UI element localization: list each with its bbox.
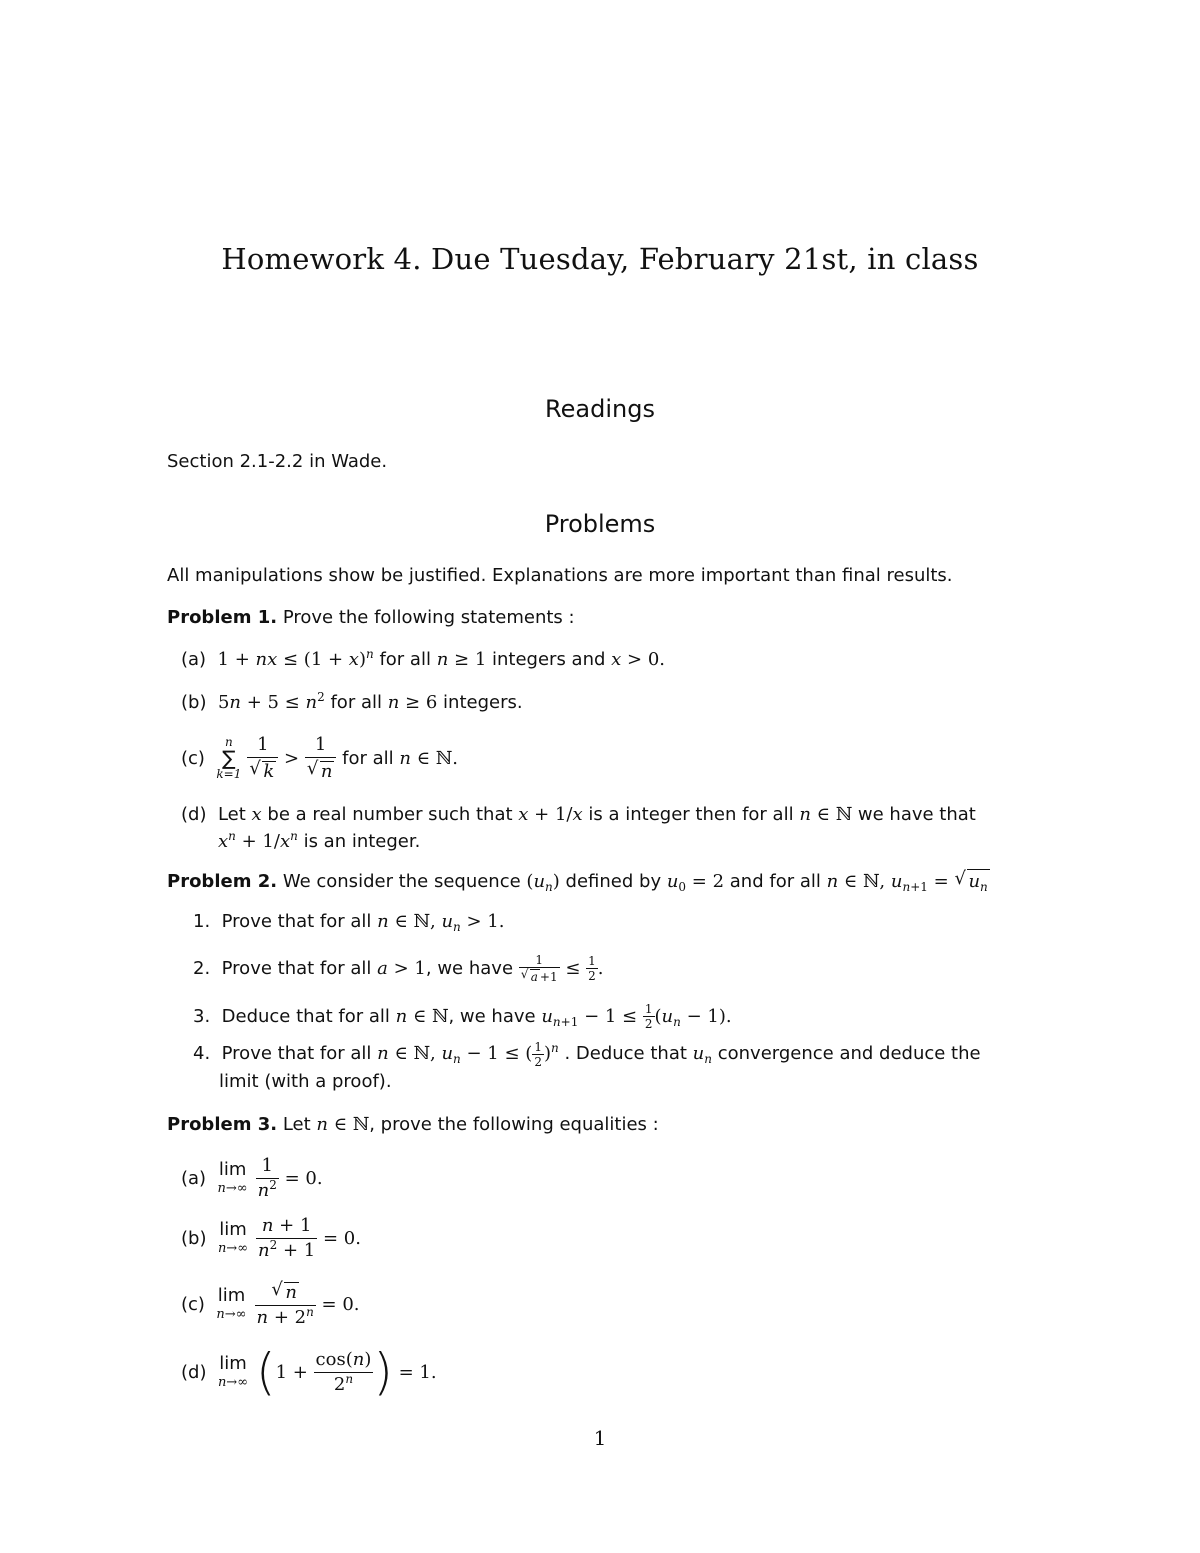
item-text: for all — [330, 692, 382, 713]
readings-text: Section 2.1-2.2 in Wade. — [167, 451, 388, 472]
item-label: (b) — [181, 1227, 207, 1249]
item-label: 4. — [193, 1043, 211, 1064]
limit: lim n→∞ — [216, 1285, 247, 1322]
item-text: integers. — [443, 692, 523, 713]
problem-1d: (d) Let x be a real number such that x + 1/x is a integer then for all n ∈ ℕ we have that $x^n + 1/x^n$ is an integer. — [181, 804, 976, 852]
item-text: Prove that for all — [221, 957, 372, 979]
item-text: . Deduce that — [564, 1043, 687, 1064]
problem-3-label: Problem 3. — [167, 1114, 278, 1135]
problem-3b: (b) lim n→∞ $\frac{n + 1}{n^2 + 1}$ = 0. — [181, 1214, 361, 1261]
item-label: 3. — [193, 1005, 211, 1027]
problem-1a — [181, 649, 665, 670]
item-text: Let — [217, 804, 246, 825]
fraction: $\frac{1}{n^2}$ — [257, 1154, 277, 1201]
item-label: 2. — [193, 957, 211, 979]
problem-2-intro: We consider the sequence — [282, 871, 521, 892]
item-text: convergence and deduce the — [717, 1043, 981, 1064]
problem-1-header — [167, 607, 575, 628]
problem-3-intro: Let — [282, 1114, 311, 1135]
problem-2-item-3: 3. Deduce that for all n ∈ ℕ , we have $u_{n+1} - 1$ ≤ $\frac{1}{2}$ $(u_n - 1)$. — [193, 1001, 732, 1031]
problems-intro: All manipulations show be justified. Explanations are more important than final results. — [167, 565, 953, 586]
item-text: for all — [342, 747, 394, 769]
limit: lim n→∞ — [217, 1219, 249, 1256]
item-text: Prove that for all — [221, 911, 372, 932]
problem-3-intro: , prove the following equalities : — [369, 1114, 659, 1135]
item-text: integers and — [492, 649, 606, 670]
homework-title: Homework 4. Due Tuesday, February 21st, in class — [221, 242, 979, 276]
item-text: for all — [379, 649, 431, 670]
math-expression: n ≥ 1 — [436, 649, 487, 670]
problem-2-item-1: 1. Prove that for all n ∈ ℕ, $u_n > 1$. — [193, 911, 505, 934]
fraction: 1 √ k — [247, 736, 278, 781]
item-text: Prove that for all — [221, 1043, 372, 1064]
item-label: (a) — [181, 649, 207, 670]
fraction: $\frac{1}{2}$ — [588, 953, 596, 983]
fraction: $\frac{1}{2}$ — [644, 1001, 653, 1031]
problem-1-intro: Prove the following statements : — [282, 607, 575, 628]
problem-2-intro: defined by — [565, 871, 662, 892]
item-label: (c) — [181, 747, 205, 769]
problem-2-header: Problem 2. We consider the sequence $(u_n)$ defined by $u_0 = 2$ and for all n ∈ ℕ, $u_{n+1}$ = √ $u_n$ — [167, 869, 990, 892]
limit: lim n→∞ — [217, 1159, 248, 1196]
sum-symbol: n ∑ k=1 — [216, 735, 242, 781]
problem-2-item-2: 2. Prove that for all a > 1 , we have 1 √ a +1 ≤ $\frac{1}{2}$ . — [193, 950, 604, 986]
item-text: Deduce that for all — [221, 1005, 390, 1027]
problem-3d: (d) lim n→∞ ( 1 + $\frac{\cos(n)}{2^n}$ ) = 1. — [181, 1343, 437, 1401]
problem-1c: (c) n ∑ k=1 1 √ k > 1 √ n for all n ∈ ℕ. — [181, 730, 458, 786]
fraction: √ $\frac{n}{n + 2^n}$ — [255, 1282, 316, 1327]
item-text: we have that — [857, 804, 976, 825]
item-text: , we have — [448, 1005, 536, 1027]
problem-2-intro: and for all — [729, 871, 821, 892]
fraction: $\frac{\cos(n)}{2^n}$ — [315, 1348, 372, 1395]
fraction: $\frac{n + 1}{n^2 + 1}$ — [258, 1214, 316, 1261]
item-text: is an integer. — [303, 831, 421, 852]
problem-2-item-4: 4. Prove that for all n ∈ ℕ, $u_n - 1$ ≤ ( $\frac{1}{2}$ )$^n$ . Deduce that $u_n$ convergence and deduce the limit (with a proof). — [193, 1039, 981, 1092]
problem-3c: (c) lim n→∞ √ $\frac{n}{n + 2^n}$ = 0. — [181, 1276, 360, 1332]
limit: lim n→∞ — [217, 1353, 249, 1390]
item-text: is a integer then for all — [588, 804, 794, 825]
item-label: 1. — [193, 911, 211, 932]
problem-3a: (a) lim n→∞ $\frac{1}{n^2}$ = 0. — [181, 1154, 323, 1201]
item-label: (d) — [181, 804, 207, 825]
item-text: limit (with a proof). — [219, 1070, 392, 1092]
problem-2-label: Problem 2. — [167, 871, 278, 892]
math-expression: n ≥ 6 — [387, 692, 438, 713]
item-text: be a real number such that — [267, 804, 513, 825]
math-expression: $5n + 5 \le n^2$ — [217, 690, 325, 713]
problems-heading: Problems — [544, 510, 656, 538]
fraction: 1 √ a +1 — [519, 954, 560, 983]
item-label: (c) — [181, 1293, 205, 1315]
problem-1-label: Problem 1. — [167, 607, 278, 628]
math-expression: x > 0. — [611, 649, 666, 670]
math-expression: n ∈ ℕ. — [399, 747, 458, 769]
item-label: (a) — [181, 1167, 207, 1189]
problem-3-header: Problem 3. Let n ∈ ℕ, prove the following equalities : — [167, 1114, 659, 1135]
math-expression: 1 + nx ≤ $(1 + x)^n$ — [217, 647, 374, 670]
page-number: 1 — [593, 1426, 607, 1450]
fraction: 1 √ n — [305, 736, 337, 781]
item-label: (d) — [181, 1361, 207, 1383]
item-text: , we have — [425, 957, 514, 979]
item-label: (b) — [181, 692, 207, 713]
readings-heading: Readings — [545, 395, 655, 423]
problem-1b — [181, 692, 523, 713]
